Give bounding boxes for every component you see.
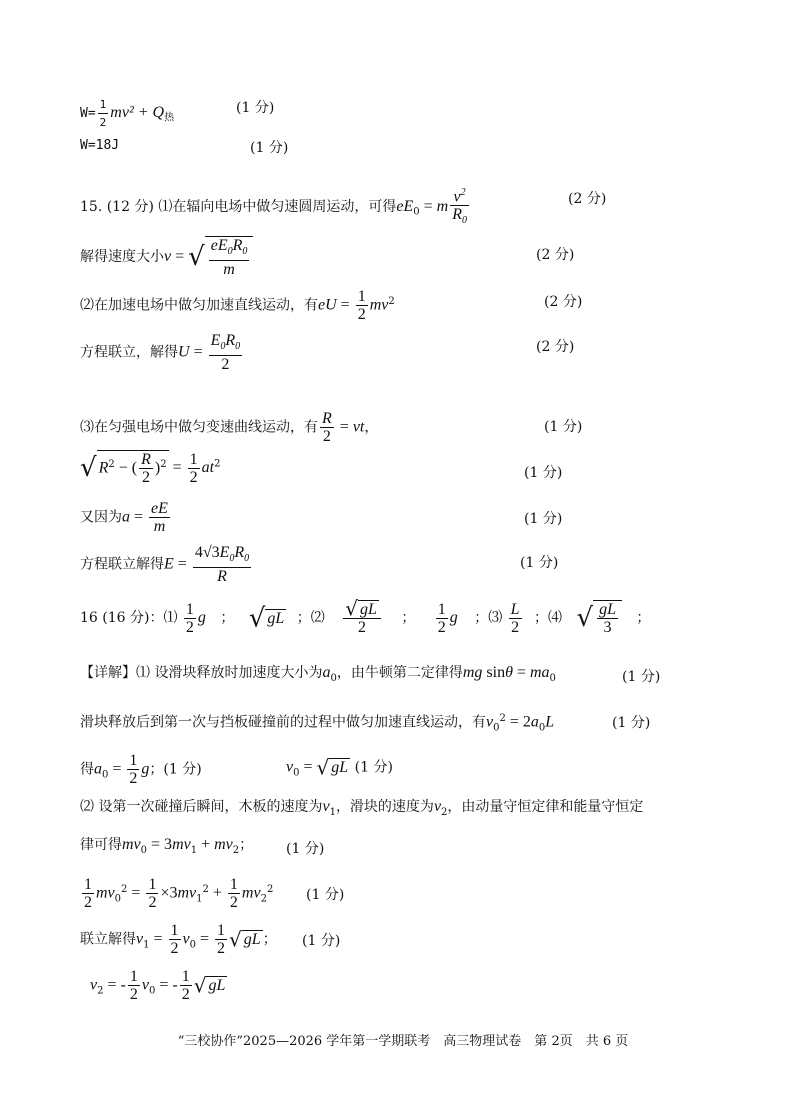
q16-part4-label: ；⑷	[534, 610, 563, 626]
detail-line-8: $v_2$ = - $\frac{1}{2}$ $v_0$ = - $\frac{1}{2}$ √ gL	[90, 968, 226, 1003]
detail-line-6: $\frac{1}{2}$ $mv_0^2$ = $\frac{1}{2}$ $\times 3mv_1^2$ + $\frac{1}{2}$ $mv_2^2$	[84, 876, 274, 911]
detail-4-text-c: ，由动量守恒定律和能量守恒定	[447, 799, 644, 815]
detail-line-1: 【详解】⑴ 设滑块释放时加速度大小为$a_0$，由牛顿第二定律得mg $\sin\theta = ma_0$	[80, 664, 556, 684]
work-eq-rest: mv² + Q	[110, 104, 165, 121]
detail-line-3: 得$a_0$ = $\frac{1}{2}$ g；(1 分)	[80, 752, 202, 787]
q15-accel-text: ⑵在加速电场中做匀加速直线运动，有	[80, 297, 318, 314]
q15-displacement: √ $R^2$ − ( $\frac{R}{2}$ )$^2$ = $\frac{1}{2}$ $at^2$	[80, 450, 221, 486]
detail-4-text-b: ，滑块的速度为	[335, 799, 434, 815]
q15-accel-def: 又因为a = $\frac{eE}{m}$	[80, 500, 168, 535]
sqrt-expression: √ $\frac{eE_0R_0}{m}$	[188, 236, 253, 278]
detail-line-3-v0: $v_0$ = √ gL (1 分)	[286, 755, 393, 780]
q16-part3-label: ；⑶	[474, 610, 503, 626]
q15-head-text: 15. (12 分) ⑴在辐向电场中做匀速圆周运动，可得	[80, 198, 397, 215]
score-q15-4: (2 分)	[536, 339, 575, 355]
detail-line-5: 律可得$mv_0 = 3mv_1 + mv_2$；	[80, 836, 254, 856]
detail-2-text: 滑块释放后到第一次与挡板碰撞前的过程中做匀加速直线运动，有	[80, 714, 486, 731]
score-q15-7: (1 分)	[524, 511, 563, 527]
q15-solve-u: 方程联立，解得U = $\frac{E_0R_0}{2}$	[80, 332, 241, 374]
q15-accel-def-text: 又因为	[80, 509, 122, 526]
detail-line-7: 联立解得$v_1$ = $\frac{1}{2}$ $v_0$ = $\frac{1}{2}$ √ gL ；	[80, 922, 277, 957]
sqrt-displacement: √ $R^2$ − ( $\frac{R}{2}$ )$^2$	[80, 451, 167, 486]
q16-part2-label: ；⑵	[296, 610, 325, 626]
score-q15-1: (2 分)	[568, 191, 607, 207]
score-q15-8: (1 分)	[520, 555, 559, 571]
q15-final-e: 方程联立解得E = $\frac{4√3E_0R_0}{R}$	[80, 544, 250, 586]
score-w2: (1 分)	[250, 140, 289, 156]
q16-head-text: 16 (16 分)：⑴	[80, 610, 178, 626]
detail-3-text: 得	[80, 761, 94, 778]
q15-uniform: ⑶在匀强电场中做匀变速曲线运动，有 $\frac{R}{2}$ = vt，	[80, 410, 379, 445]
detail-3-text-b: ；(1 分)	[149, 761, 202, 778]
score-w1: (1 分)	[236, 100, 275, 116]
work-result: W=18J	[80, 138, 120, 153]
q15-solve-u-text: 方程联立，解得	[80, 344, 178, 361]
score-detail-2: (1 分)	[612, 715, 651, 731]
q15-speed: 解得速度大小v = √ $\frac{eE_0R_0}{m}$	[80, 236, 253, 278]
q15-uniform-text: ⑶在匀强电场中做匀变速曲线运动，有	[80, 419, 318, 436]
detail-1-text: 【详解】⑴ 设滑块释放时加速度大小为	[80, 665, 323, 681]
q16-answers: 16 (16 分)：⑴ $\frac{1}{2}$ g ； √ gL ；⑵ $\frac{√ gL}{2}$ ； $\frac{1}{2}$ g ；⑶ $\frac{L}{2}$ ；⑷ √ $\frac{gL}{3}$ ；	[80, 596, 651, 636]
work-eq-prefix: W=	[80, 106, 96, 121]
score-detail-1: (1 分)	[622, 669, 661, 685]
fraction-half: $\frac{1}{2}$	[99, 98, 107, 129]
q15-speed-text: 解得速度大小	[80, 249, 164, 266]
score-detail-5: (1 分)	[286, 841, 325, 857]
detail-4-text: ⑵ 设第一次碰撞后瞬间，木板的速度为	[80, 799, 323, 815]
q15-final-e-text: 方程联立解得	[80, 556, 164, 573]
q16-separator: ；	[636, 610, 651, 626]
q15-accel: ⑵在加速电场中做匀加速直线运动，有eU = $\frac{1}{2}$ $mv^2$	[80, 288, 395, 323]
detail-7-text: 联立解得	[80, 931, 136, 948]
score-q15-5: (1 分)	[544, 419, 583, 435]
q16-separator: ；	[220, 610, 235, 626]
detail-1-text-b: ，由牛顿第二定律得	[336, 665, 463, 681]
score-q15-2: (2 分)	[536, 247, 575, 263]
q15-head: 15. (12 分) ⑴在辐向电场中做匀速圆周运动，可得$eE_0 = m$ $\frac{v^2}{R_0}$	[80, 184, 471, 230]
page-footer: “三校协作”2025—2026 学年第一学期联考 高三物理试卷 第 2页 共 6 页	[177, 1034, 629, 1049]
detail-line-2: 滑块释放后到第一次与挡板碰撞前的过程中做匀加速直线运动，有$v_0^2 = 2a_0L$	[80, 713, 555, 734]
score-q15-3: (2 分)	[544, 294, 583, 310]
score-q15-6: (1 分)	[524, 465, 563, 481]
q16-separator: ；	[401, 610, 416, 626]
detail-5-text: 律可得	[80, 837, 122, 853]
score-detail-7: (1 分)	[302, 933, 341, 949]
score-detail-3: (1 分)	[354, 759, 393, 776]
fraction-v2-r0: $\frac{v^2}{R_0}$	[450, 184, 469, 230]
score-detail-6: (1 分)	[306, 887, 345, 903]
work-equation: W= $\frac{1}{2}$ $mv^2 + Q_热$	[80, 98, 175, 129]
detail-line-4: ⑵ 设第一次碰撞后瞬间，木板的速度为$v_1$，滑块的速度为$v_2$，由动量守恒定律和能量守恒定	[80, 798, 644, 818]
